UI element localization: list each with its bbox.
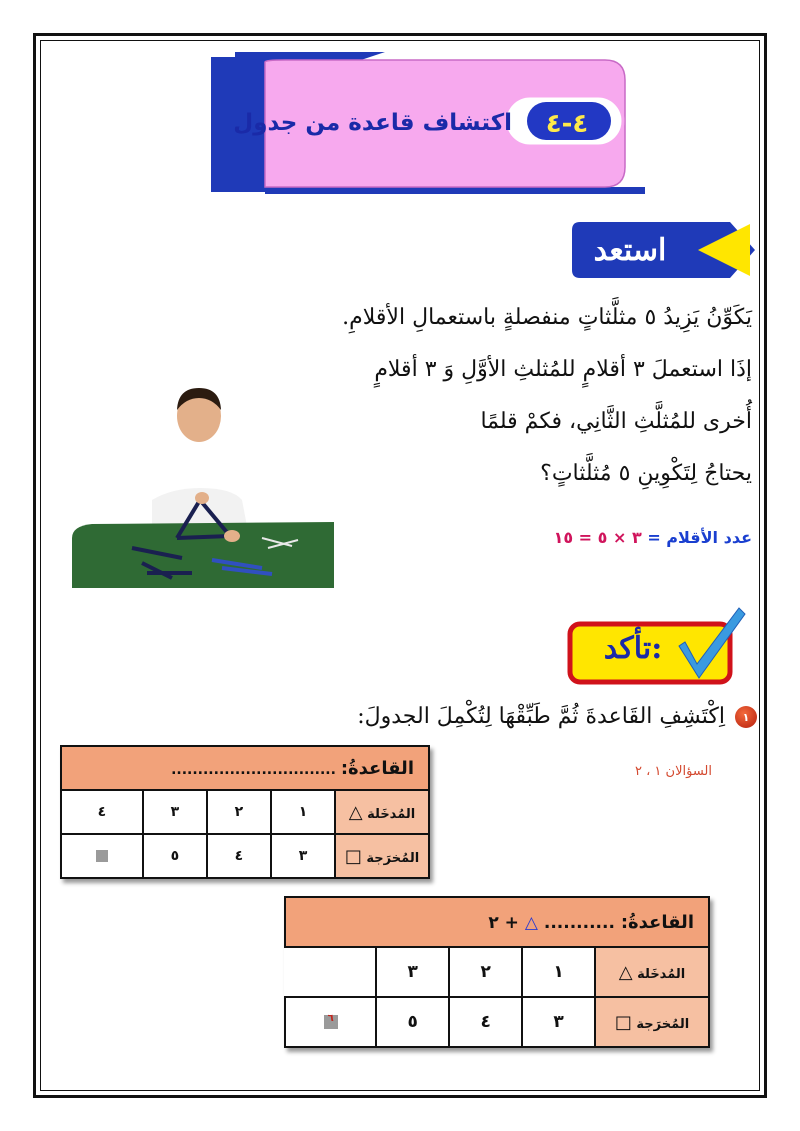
table1-output-1: ٣ <box>271 834 335 878</box>
table1-output-3: ٥ <box>143 834 207 878</box>
table1-input-1: ١ <box>271 790 335 834</box>
prepare-line-3: أُخرى للمُثلَّثِ الثَّانِي، فكمْ قلمًا <box>480 409 752 434</box>
table2-rule-value: + ٢ <box>488 912 519 933</box>
table1-input-label: المُدخَلة <box>367 806 416 822</box>
question-number: ١ <box>742 710 750 724</box>
rule-table-solved <box>284 896 710 1048</box>
table2-output-header <box>595 997 709 1047</box>
table1-rule-label: القاعدةُ: <box>340 757 414 779</box>
table1-input-3: ٣ <box>143 790 207 834</box>
table2-output-answer[interactable] <box>285 997 376 1047</box>
answer-box-icon <box>324 1015 338 1029</box>
table1-input-4: ٤ <box>61 790 143 834</box>
table2-rule-label: القاعدةُ: <box>620 911 694 933</box>
triangle-icon: △ <box>348 801 363 823</box>
check-label: تأكد: <box>603 630 663 666</box>
table1-input-header <box>335 790 429 834</box>
table2-input-empty <box>285 947 376 997</box>
table2-input-1: ١ <box>522 947 595 997</box>
table1-rule-header <box>61 746 429 790</box>
square-icon: □ <box>344 845 362 867</box>
table2-output-1: ٣ <box>522 997 595 1047</box>
prepare-line-2: إذَا استعملَ ٣ أقلامٍ للمُثلثِ الأوَّلِ وَ ٣ أقلامٍ <box>374 357 752 382</box>
triangle-icon: △ <box>524 912 538 933</box>
prepare-label: استعد <box>593 232 667 268</box>
table2-output-3: ٥ <box>376 997 449 1047</box>
table2-output-2: ٤ <box>449 997 522 1047</box>
table1-output-blank[interactable] <box>61 834 143 878</box>
rule-table-blank <box>60 745 430 879</box>
boy-with-pencils-photo <box>72 388 334 588</box>
blank-box-icon <box>96 850 108 862</box>
question-text: اِكْتَشِفِ القَاعدةَ ثُمَّ طَبِّقْهَا لِتُكْمِلَ الجدولَ: <box>357 704 725 729</box>
prepare-line-1: يَكَوِّنُ يَزِيدُ ٥ مثلَّثاتٍ منفصلةٍ باستعمالِ الأقلامِ. <box>342 305 752 330</box>
lesson-title: اكتشاف قاعدة من جدول <box>233 110 512 136</box>
prepare-paragraph <box>272 292 752 500</box>
lesson-number: ٤-٤ <box>545 109 589 139</box>
square-icon: □ <box>614 1011 632 1033</box>
table2-input-label: المُدخَلة <box>637 966 686 982</box>
formula-label: عدد الأقلام = <box>647 528 752 547</box>
question-reference: السؤالان ١ ، ٢ <box>634 764 712 779</box>
table2-rule-dots: ........... <box>543 912 615 933</box>
formula-expression: ٣ × ٥ = ١٥ <box>553 528 642 547</box>
triangle-icon: △ <box>618 961 633 983</box>
table2-answer: ٦ <box>327 1013 334 1024</box>
table1-input-2: ٢ <box>207 790 271 834</box>
prepare-line-4: يحتاجُ لِتَكْوِينِ ٥ مُثلَّثاتٍ؟ <box>540 461 752 486</box>
table2-input-2: ٢ <box>449 947 522 997</box>
table2-input-3: ٣ <box>376 947 449 997</box>
table2-output-label: المُخرَجة <box>636 1016 690 1032</box>
table1-output-label: المُخرَجة <box>366 850 420 866</box>
table2-input-header <box>595 947 709 997</box>
table1-output-header <box>335 834 429 878</box>
table1-rule-blank[interactable]: ............................... <box>171 761 336 778</box>
pencil-formula <box>554 528 752 547</box>
table1-output-2: ٤ <box>207 834 271 878</box>
table2-rule-header <box>285 897 709 947</box>
